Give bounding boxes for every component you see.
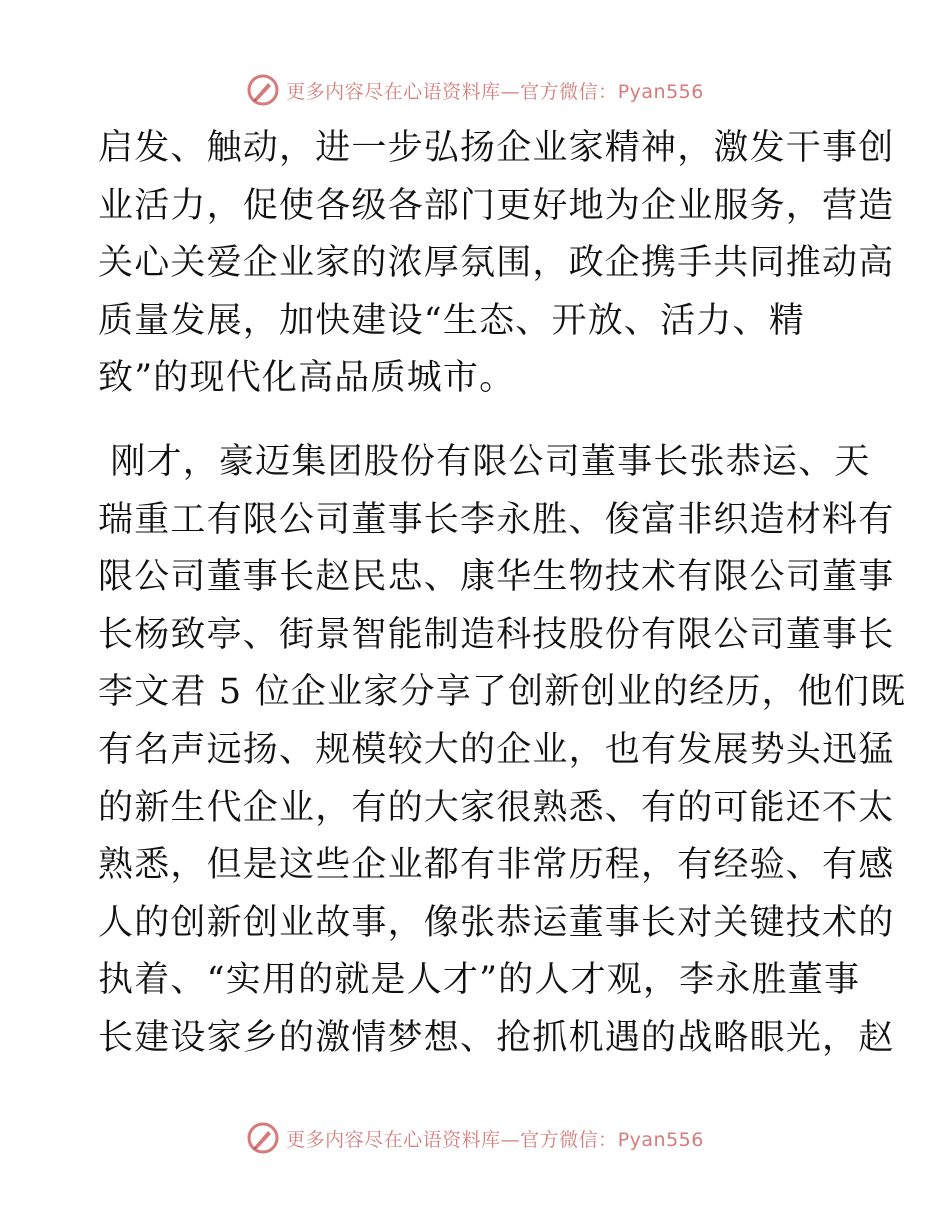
pen-logo-icon <box>246 73 280 107</box>
text-line: 业活力，促使各级各部门更好地为企业服务，营造 <box>98 185 895 226</box>
text-line: 有名声远扬、规模较大的企业，也有发展势头迅猛 <box>98 729 895 770</box>
text-line: 瑞重工有限公司董事长李永胜、俊富非织造材料有 <box>98 499 895 540</box>
watermark-wechat-label: 官方微信： <box>520 1128 618 1151</box>
text-line: 限公司董事长赵民忠、康华生物技术有限公司董事 <box>98 557 895 598</box>
watermark-wechat-label: 官方微信： <box>520 80 618 103</box>
text-line: 致”的现代化高品质城市。 <box>98 358 516 399</box>
watermark-separator: — <box>500 80 521 103</box>
watermark-footer <box>0 1118 950 1158</box>
watermark-site-text: 更多内容尽在心语资料库 <box>286 80 501 103</box>
document-body <box>98 120 907 1068</box>
paragraph-spacer <box>98 408 848 434</box>
watermark-separator: — <box>500 1128 521 1151</box>
pen-logo-icon <box>246 1121 280 1155</box>
text-line: 质量发展，加快建设“生态、开放、活力、精 <box>98 300 805 341</box>
text-line: 长建设家乡的激情梦想、抢抓机遇的战略眼光，赵 <box>98 1017 895 1058</box>
text-line: 启发、触动，进一步弘扬企业家精神，激发干事创 <box>98 128 895 168</box>
text-line: 人的创新创业故事，像张恭运董事长对关键技术的 <box>98 902 895 943</box>
watermark-wechat-id: Pyan556 <box>617 80 704 103</box>
text-line: 的新生代企业，有的大家很熟悉、有的可能还不太 <box>98 787 895 828</box>
watermark-text <box>286 1125 704 1152</box>
watermark-header <box>0 70 950 110</box>
watermark-text <box>286 77 704 104</box>
text-line: 长杨致亭、街景智能制造科技股份有限公司董事长 <box>98 614 895 655</box>
text-line: 刚才，豪迈集团股份有限公司董事长张恭运、天 <box>98 441 871 482</box>
paragraph-2 <box>98 434 907 1068</box>
text-line: 执着、“实用的就是人才”的人才观，李永胜董事 <box>98 960 861 1001</box>
text-line: 熟悉，但是这些企业都有非常历程，有经验、有感 <box>98 845 895 886</box>
paragraph-1 <box>98 120 895 408</box>
text-line: 关心关爱企业家的浓厚氛围，政企携手共同推动高 <box>98 243 895 284</box>
text-line: 李文君 5 位企业家分享了创新创业的经历，他们既 <box>98 672 907 713</box>
watermark-wechat-id: Pyan556 <box>617 1128 704 1151</box>
watermark-site-text: 更多内容尽在心语资料库 <box>286 1128 501 1151</box>
